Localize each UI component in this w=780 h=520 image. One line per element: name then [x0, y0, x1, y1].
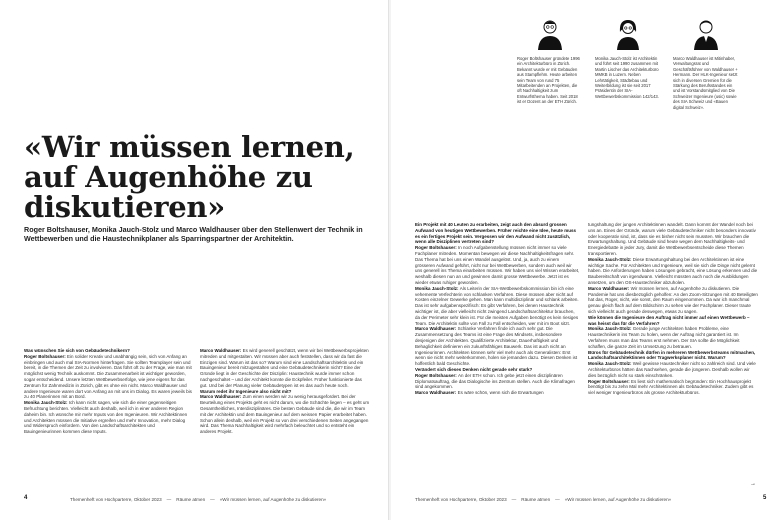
- interview-answer: [588, 379, 758, 396]
- footer-item: «Wir müssen lernen, auf Augenhöhe zu diskutieren»: [219, 497, 327, 502]
- interview-question: Verändert sich dieses Denken nicht gerade sehr stark?: [415, 366, 533, 372]
- footer-item: Themenheft von Hochparterre, Oktober 2023: [415, 497, 507, 502]
- page-number-right: 5: [763, 495, 767, 501]
- speaker-name: Marco Waldhauser:: [588, 285, 631, 291]
- right-page-column-2: [588, 222, 758, 396]
- answer-text: Diese Erwartungshaltung bei den Architektinnen ist eine wichtige Sache. Für Architekten und Ingenieure, weil sie sich die Dinge nicht gelernt haben. Die Anforderungen haben Lösungen gebracht, eine Lösung erkennen und die Baubereitschaft von irgendwann. Vielleicht müssten auch noch die Ausbildungen ansetzen, um den OS-Haustechniker abzuholen.: [588, 256, 758, 285]
- speaker-name: Roger Boltshauser:: [24, 353, 68, 359]
- footer-item: —: [166, 497, 172, 502]
- speaker-name: Roger Boltshauser:: [588, 378, 632, 384]
- left-page-column-2: [200, 348, 370, 435]
- bio-roger: [517, 18, 583, 105]
- right-page: [391, 0, 780, 520]
- bio-monika: [595, 18, 661, 99]
- footer-item: Räume atmen: [521, 497, 551, 502]
- interview-answer: [588, 257, 758, 286]
- portrait-roger-image: [535, 18, 565, 50]
- body-paragraph: tungshaltung der jungen Architektinnen wandelt. Dann kommt der Wandel noch bei uns an. Eines der Gründe, warum viele Gebäudetechniker nicht besonders innovativ oder kooperativ sind, ist, dass sie es bisher nicht sein mussten. Wir brauchen die Erwartungshaltung. Und Gebäude sind heute wegen dem Nachhaltigkeits- und Energiedebatte in jeder Jury, damit die Wettbewerbsentscheide diese Themen transportieren.: [588, 222, 756, 256]
- right-page-column-1: [415, 222, 580, 396]
- interview-answer: [200, 348, 370, 389]
- answer-text: Schlanke Verfahren finde ich auch sehr gut. Die Zusammensetzung des Teams ist eine Frage des Mindsets, insbesondere desjenigen der Architekten. Qualifizierte Architektur, Dauerhaftigkeit und Behaglichkeit definieren ein zukunftsfähiges Bauwerk. Das ist auch nicht an Ingenieurinnen. Architekten können sehr viel mehr auch als Generalisten: Erst wenn sie nicht mehr weiterkommen, holen sie jemanden dazu. Diesen Denken ist hoffentlich bald Geschichte.: [415, 326, 578, 367]
- answer-text: Es liest sich mathematisch begründen: Ein Hochhausprojekt benötigt bis zu zehn Mal mehr Architektinnen als Gebäudetechniker. Zudem gibt es viel weniger Ingenieurbüros als grosse Architekturbüros.: [588, 378, 754, 396]
- answer-text: Zum einen werden wir zu wenig herausgefordert. Bei der Beurteilung eines Projekts geht es nicht darum, wo die Schächte liegen – es geht um Gesamtheitliches, Interdisziplinäres. Die besten Gebäude sind die, die wir im Team mit der Architektin und dem Bauingenieur auf dem weissen Papier erarbeitet haben. Schon allein deshalb, weil ein Projekt so von drei verschiedenen Seiten angegangen wird. Das Thema Nachhaltigkeit wird mehrfach beleuchtet und so entsteht ein anderes Projekt.: [200, 394, 370, 435]
- interview-question: Ein Projekt mit 40 Leuten zu erarbeiten, zeigt auch den absurd grossen Aufwand von heutigen Wettbewerben. Früher reichte eine Idee, heute muss es ein fertiges Projekt sein. Vergessen wir den Aufwand nicht zusätzlich, wenn alle Disziplinen vertreten sind?: [415, 222, 576, 245]
- bio-text-monika: Monika Jauch-Stolz ist Architektin und führt seit 1990 zusammen mit Martin Lischer das Architekturbüro MMKB in Luzern. Neben Lehrtätigkeit, Städtebau und Weiterbildung ist sie seit 2017 Präsidentin der SIA-Wettbewerbskommission 142/143.: [595, 56, 659, 99]
- interview-answer: [415, 326, 580, 367]
- footer-item: «Wir müssen lernen, auf Augenhöhe zu diskutieren»: [564, 497, 672, 502]
- footer-left: [70, 497, 326, 502]
- interview-answer: [588, 361, 758, 378]
- page-number-left: 4: [24, 495, 28, 501]
- interview-answer: [415, 286, 580, 327]
- interview-answer: [588, 286, 758, 315]
- left-page: [0, 0, 389, 520]
- interview-answer: [415, 390, 580, 396]
- speaker-name: Monika Jauch-Stolz:: [588, 256, 633, 262]
- footer-right: [415, 497, 671, 502]
- left-page-column-1: [24, 348, 192, 435]
- answer-text: Es wäre schön, wenn sich die Erwartungen: [457, 390, 544, 396]
- interview-answer: [24, 400, 192, 435]
- speaker-name: Marco Waldhauser:: [415, 390, 458, 396]
- interview-question: Was wünschen Sie sich von Gebäudetechnikern?: [24, 348, 130, 353]
- speaker-name: Marco Waldhauser:: [200, 348, 243, 353]
- answer-text: Ich kann nicht sagen, wie sich die einer gegenseitigen Befruchtung berichten. Vielleicht auch deshalb, weil ich in einer anderen Region daheim bin. Ich wünsche mir mehr Inputs von den Ingenieuren. Wir Architektinnen und Architekten müssen die Initiative ergreifen und mehr Innovation, mehr Dialog und Widerspruch einfordern. Von den Landschaftsarchitekten und Bauingenieurinnen kommen diese Inputs.: [24, 400, 188, 435]
- bio-marco: [673, 18, 739, 110]
- answer-text: Ein solider Kreativ und unabhängig sein, sich von Anfang an einbringen und auch mal SIA-Normen hinterfragen. Sie sollten Teamplayer sein und bereit, in die Themen der Zeit zu involvieren. Das führt oft zu der Frage, wie man mit möglichst wenig Technik auskommt. Die Zusammenarbeit ist wichtiger geworden, sogar entscheidend. Unsere letzten Wettbewerbserfolge, wie jene eigens für das Zentrum für Zahnmedizin in Zürich, gibt es ohne ein nicht. Marco Waldhauser und andere Ingenieure waren dort von Anfang an mit uns im Dialog. Es waren jeweils bis zu 40 Planerinnen mit an Bord.: [24, 353, 192, 400]
- interview-answer: [415, 245, 580, 286]
- footer-item: Räume atmen: [176, 497, 206, 502]
- article-headline: «Wir müssen lernen, auf Augenhöhe zu diskutieren»: [24, 130, 355, 224]
- portrait-marco-image: [691, 18, 721, 50]
- footer-item: —: [555, 497, 560, 502]
- portrait-monika-image: [613, 18, 643, 50]
- answer-text: Es wird generell geschätzt, wenn wir bei Wettbewerbsprojekten mitreden und mitgestalten. Wir müssen aber auch feststellen, dass wir da fast die Einzigen sind. Warum ist das so? Warum sind eine Landschaftsarchitektin und ein Bauingenieur bereit mitzugestalten und eine Gebäudetechnikerin nicht? Eine der Gründe liegt in der Geschichte der Disziplin: Haustechnik wurde immer schon nachgeschaltet – und der Architekt konnte die Eckpfeiler. Früher funktionierte das gut. Und bei der Planung vieler Gebäudetypen ist es das auch heute noch.: [200, 348, 369, 388]
- footer-item: —: [210, 497, 215, 502]
- interview-question: Wie können die Ingenieure den Auftrag nicht immer auf einen Wettbewerb – was heisst das für die Verfahren?: [588, 314, 750, 326]
- answer-text: Gerade junge Architekten haben Probleme, eine Haustechnikerin ins Team zu holen, wenn der Auftrag nicht garantiert ist. Im Verfahren muss man das Teams erst nehmen. Der SIA sollte die Möglichkeit schaffen, die ganze Zeit im Umsetzung zu betrauen.: [588, 326, 740, 349]
- speaker-name: Monika Jauch-Stolz:: [415, 285, 460, 291]
- speaker-name: Roger Boltshauser:: [415, 245, 459, 251]
- interview-answer: [24, 354, 192, 400]
- answer-text: Als Leiterin der SIA-Wettbewerbskommission bin ich eine vehemente Verfechterin von schlanken Verfahren. Diese müssen aber nicht auf Kosten einzelner Gewerke gehen. Man kann multidisziplinär und schlank arbeiten. Das ist sehr aufgabenspezifisch: Es gibt Verfahren, bei denen Haustechnik wichtiger ist, die aber vielleicht nicht zwingend Landschaftsarchitektur brauchen, da der Perimeter sehr klein ist. Für die meisten Aufgaben benötigt es kein riesiges Team. Die Architektin sollte von Fall zu Fall entscheiden, wer mit im Boot sitzt.: [415, 285, 579, 326]
- bio-text-marco: Marco Waldhauser ist Mitinhaber, Verwaltungsrat und Geschäftsführer von Waldhauser + Hermann. Der HLK-Ingenieur setzt sich in diversen Gremien für die Stärkung des Berufsstandes ein und ist Vorstandsmitglied von Die Schweizer Ingenieure (usic) sowie des SIA Schweiz und «Bauen digital Schweiz».: [673, 56, 738, 110]
- interview-question: Warum redet ihr Ingenieure also nicht mit?: [200, 388, 292, 394]
- interview-question: Büros für Gebäudetechnik dürfen in mehreren Wettbewerbsteams mitmachen, Landschaftsarchitektinnen oder Tragwerksplaner nicht. Warum?: [588, 349, 756, 361]
- article-lede: Roger Boltshauser, Monika Jauch-Stolz und Marco Waldhauser über den Stellenwert der Technik in Wettbewerben und die Haustechnikplaner als Sparringspartner der Architektin.: [24, 225, 363, 243]
- footer-item: Themenheft von Hochparterre, Oktober 2023: [70, 497, 162, 502]
- answer-text: In noch Aufgabenstellung müssen nicht immer so viele Fachplaner mitreden. Momentan bewegen wir diese Nachhaltigkeitsfragen sehr. Das Thema hat bei uns einen Wandel ausgelöst. Und, ja, auch zu einem grösseren Aufwand geführt, nicht nur bei Wettbewerben, sondern auch weil wir uns generell ins Thema einarbeiten müssen. Wir haben uns viel Wissen erarbeitet, weshalb diesen nun an und gewinnen damit grosse Wettbewerbe. Jetzt ist es wieder etwas ruhiger geworden.: [415, 245, 580, 285]
- bio-text-roger: Roger Boltshauser gründete 1996 ein Architekturbüro in Zürich. Bekannt wurde er mit Gebäuden aus Stampflehm. Heute arbeiten sein Team von rund 75 Mitarbeitenden an Projekten, die oft Nachhaltigkeit zum Entwurfsthema haben. Seit 2018 ist er Dozent an der ETH Zürich.: [517, 56, 580, 105]
- answer-text: An der ETH schon. Ich gebe jetzt einen disziplinären Diplomatsauftrag, die das Dialogische ins Zentrum stellen. Auch die Klimafragen sind angekommen.: [415, 372, 575, 390]
- speaker-name: Monika Jauch-Stolz:: [588, 361, 633, 367]
- speaker-name: Roger Boltshauser:: [415, 372, 459, 378]
- continue-arrow-icon: →: [750, 481, 756, 487]
- speaker-name: Monika Jauch-Stolz:: [24, 400, 69, 406]
- interview-answer: [200, 394, 370, 435]
- footer-item: —: [511, 497, 517, 502]
- interview-answer: [415, 373, 580, 390]
- interview-answer: [588, 326, 758, 349]
- speaker-name: Monika Jauch-Stolz:: [588, 326, 633, 332]
- answer-text: Wir müssen lernen, auf Augenhöhe zu diskutieren. Die Pandemie hat uns diesbezüglich geholfen: An den Zoom-Sitzungen mit 40 Beteiligten hat das, Roger, nicht, wie sonst, den Raum eingenommen. Da war ich manchmal genau gleich flach auf dem Bildschirm zu sehen wie der Fachplaner. Dieser traute sich vielleicht auch gerade deswegen, etwas zu sagen.: [588, 285, 758, 314]
- speaker-name: Marco Waldhauser:: [200, 394, 243, 400]
- speaker-name: Marco Waldhauser:: [415, 326, 458, 332]
- answer-text: Weil gewisse Haustechniker nicht so zahlreich sind. Und viele Architekturbüros hätten das Nachsehen, gerade die jüngeren. Deshalb wollen wir dies bezüglich nicht so stark einschränken.: [588, 361, 756, 378]
